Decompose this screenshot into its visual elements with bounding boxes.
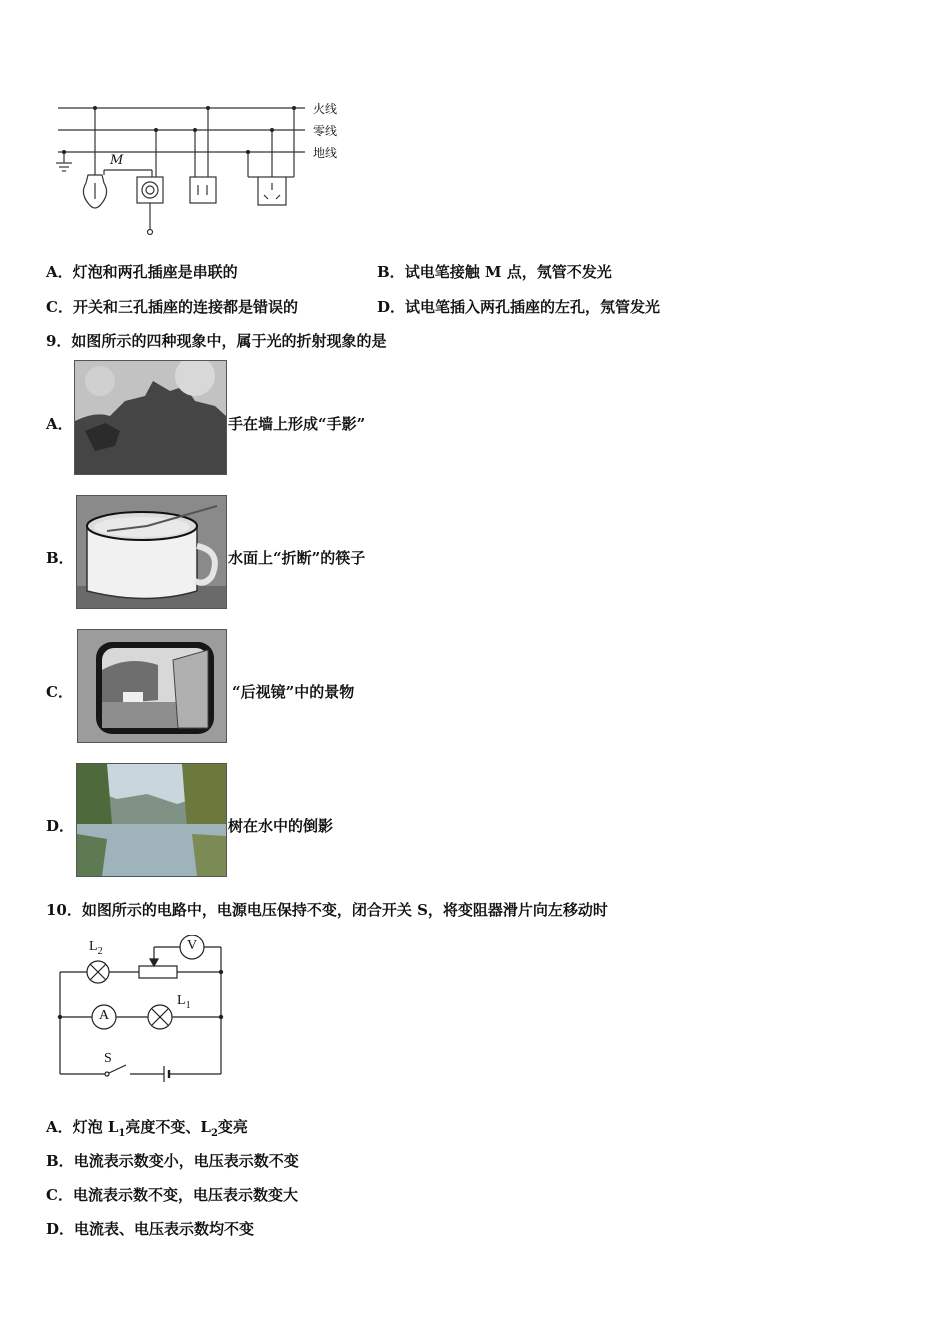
q10-stem: 10．如图所示的电路中，电源电压保持不变，闭合开关 S，将变阻器滑片向左移动时 <box>46 901 608 919</box>
q9-option-c-letter[interactable]: C． <box>46 683 73 701</box>
label-point-m: M <box>110 153 124 168</box>
label-live-wire: 火线 <box>313 102 338 116</box>
tree-reflection-photo <box>76 763 227 877</box>
hand-shadow-photo <box>74 360 227 475</box>
circuit-diagram <box>50 935 240 1085</box>
q9-option-a-letter[interactable]: A． <box>46 415 73 433</box>
q10-option-b[interactable]: B．电流表示数变小，电压表示数不变 <box>46 1152 299 1170</box>
label-neutral-wire: 零线 <box>313 124 338 138</box>
q10-option-a[interactable]: A．灯泡 $L_1$亮度不变、$L_2$变亮 <box>46 1118 248 1139</box>
q9-option-b-caption: 水面上“折断”的筷子 <box>228 549 366 567</box>
chopstick-cup-photo <box>76 495 227 609</box>
rearview-mirror-photo <box>77 629 227 743</box>
q8-option-b[interactable]: B．试电笔接触 M 点，氖管不发光 <box>377 263 612 281</box>
circuit-label-switch: S <box>104 1051 112 1066</box>
q9-option-d-caption: 树在水中的倒影 <box>228 817 334 835</box>
q9-stem: 9．如图所示的四种现象中，属于光的折射现象的是 <box>46 332 387 350</box>
circuit-label-l1: $L_1$ <box>177 993 191 1011</box>
circuit-label-l2: $L_2$ <box>89 939 103 957</box>
q9-option-d-letter[interactable]: D． <box>46 817 75 835</box>
wiring-diagram <box>40 95 360 245</box>
label-earth-wire: 地线 <box>313 146 338 160</box>
circuit-label-ammeter: A <box>99 1008 110 1023</box>
q10-option-c[interactable]: C．电流表示数不变，电压表示数变大 <box>46 1186 298 1204</box>
q9-option-c-caption: “后视镜”中的景物 <box>232 683 355 701</box>
q8-option-a[interactable]: A．灯泡和两孔插座是串联的 <box>46 263 238 281</box>
q10-option-d[interactable]: D．电流表、电压表示数均不变 <box>46 1220 255 1238</box>
circuit-label-voltmeter: V <box>187 938 198 953</box>
q9-option-b-letter[interactable]: B． <box>46 549 74 567</box>
q8-option-d[interactable]: D．试电笔插入两孔插座的左孔，氖管发光 <box>377 298 661 316</box>
q8-option-c[interactable]: C．开关和三孔插座的连接都是错误的 <box>46 298 298 316</box>
q9-option-a-caption: 手在墙上形成“手影” <box>228 415 366 433</box>
